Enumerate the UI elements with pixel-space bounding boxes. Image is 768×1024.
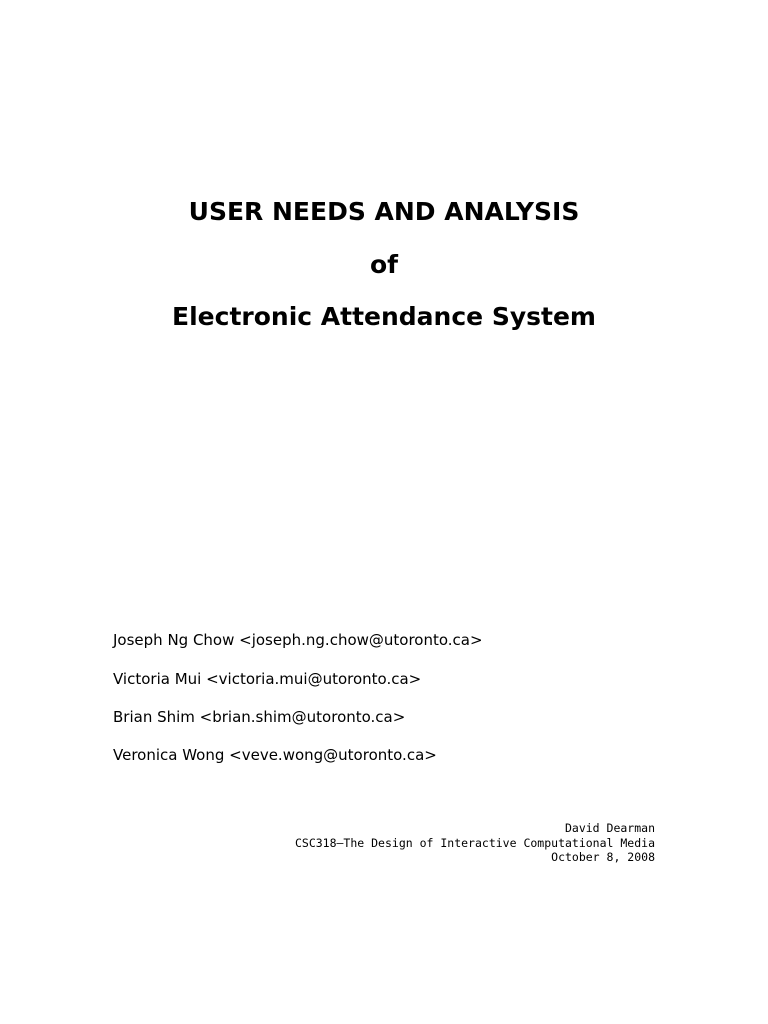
author-item: Brian Shim <brian.shim@utoronto.ca> (113, 708, 406, 726)
instructor-name: David Dearman (564, 821, 655, 835)
author-item: Victoria Mui <victoria.mui@utoronto.ca> (113, 670, 422, 688)
title-line-3: Electronic Attendance System (172, 302, 596, 331)
title-line-2: of (369, 250, 399, 279)
submission-date: October 8, 2008 (551, 850, 655, 864)
submission-info (295, 821, 655, 865)
author-item: Joseph Ng Chow <joseph.ng.chow@utoronto.ca> (113, 631, 483, 649)
author-item: Veronica Wong <veve.wong@utoronto.ca> (113, 746, 437, 764)
course-name: CSC318—The Design of Interactive Computational Media (294, 835, 655, 850)
title-line-1: USER NEEDS AND ANALYSIS (188, 197, 580, 226)
